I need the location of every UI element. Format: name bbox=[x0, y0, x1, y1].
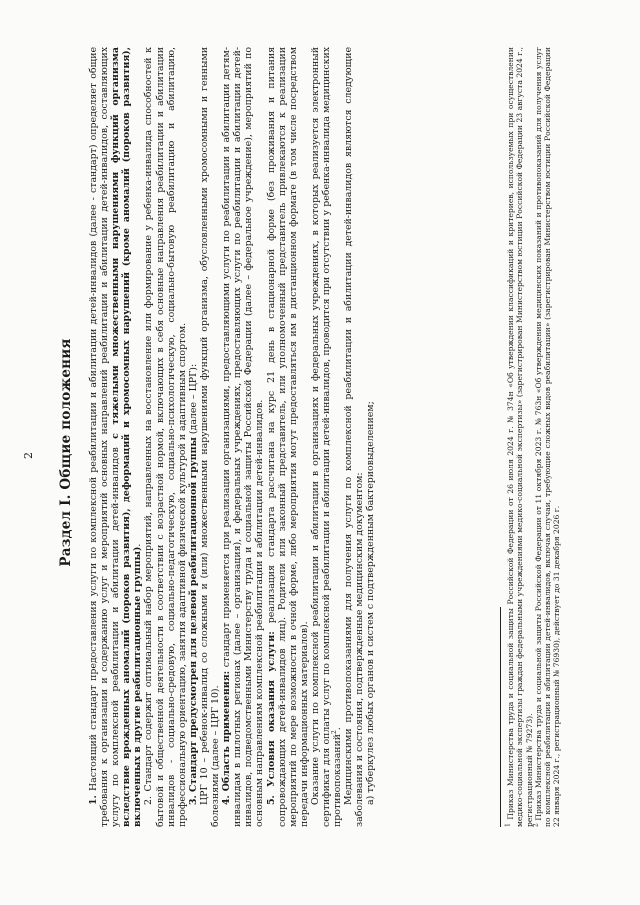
footnote-1 bbox=[506, 47, 534, 827]
paragraph-7: Медицинскими противопоказаниями для получения услуги по комплексной реабилитации и абилитации детей-инвалидов являются следующие заболевания и состояния, подтвержденные медицинским документом: bbox=[343, 47, 366, 827]
paragraph-5 bbox=[266, 47, 310, 827]
paragraph-3-bold: 3. Стандарт предусмотрен для целевой реабилитационной группы bbox=[187, 437, 199, 805]
paragraph-1-end: . bbox=[132, 543, 144, 547]
paragraph-1-number: 1. bbox=[88, 795, 99, 805]
paragraph-6-text: Оказание услуги по комплексной реабилитации и абилитации в организациях и федеральных учреждениях, в которых реализуется электронный сертификат для оплаты услуг по комплексной реабилитации и абилитации детей-инвалидов, проводится при отсутствии у ребенка-инвалида медицинских противопоказаний bbox=[309, 47, 344, 827]
paragraph-6-end: . bbox=[332, 727, 344, 731]
page-number: 2 bbox=[22, 452, 35, 459]
paragraph-1-text: Настоящий стандарт предоставления услуги по комплексной реабилитации и абилитации детей-инвалидов (далее - стандарт) определяет общие требования к организации и содержанию услуг и мероприятий основных направлений реабилитации и абилитации детей-инвалидов, составляющих услугу по комплексной реабилитации и абилитации детей-инвалидов bbox=[88, 47, 122, 827]
paragraph-1 bbox=[88, 47, 143, 827]
section-title: Раздел I. Общие положения bbox=[58, 338, 74, 567]
footnote-2-text: Приказ Министерства труда и социальной защиты Российской Федерации от 11 октября 2023 г. № 763н «Об утверждении медицинских показаний и противопоказаний для получения услуг по комплексной реабилитации и абилитации детей-инвалидов, включая случаи, требующие сложных видов реабилитации» (зарегистрирован Министерством юстиции Российской Федерации 22 января 2024 г., регистрационный № 76930), действует до 31 декабря 2026 г. bbox=[533, 47, 562, 827]
paragraph-8: а) туберкулез любых органов и систем с подтвержденным бактериовыделением; bbox=[365, 401, 377, 805]
paragraph-5-text: реализация стандарта рассчитана на курс 21 день в стационарной форме (без проживания и питания сопровождающих детей-инвалидов лиц). Родители или законный представитель, или уполномоченный представитель привлекаются к реализации мероприятий по мере возможности в очной форме, либо мероприятия могут предоставляться им в дистанционном формате (в том числе посредством передачи информационных материалов). bbox=[265, 46, 310, 827]
footnote-2 bbox=[534, 47, 562, 827]
paragraph-crg10: ЦРГ 10 – ребенок-инвалид со сложными и (или) множественными нарушениями функций организма, обусловленными хромосомными и генными болезнями (далее – ЦРГ 10). bbox=[198, 47, 222, 827]
paragraph-5-bold: 5. Условия оказания услуги: bbox=[265, 631, 277, 805]
footnote-1-text: Приказ Министерства труда и социальной защиты Российской Федерации от 26 июля 2024 г. № 374н «Об утверждении классификаций и критериев, используемых при осуществлении медико-социальной экспертизы граждан федеральными учреждениями медико-социальной экспертизы» (зарегистрирован Министерством юстиции Российской Федерации 23 августа 2024 г., регистрационный № 79273). bbox=[506, 47, 534, 827]
paragraph-4-text: стандарт применяется при реализации организациями, предоставляющими услуги по реабилитации и абилитации детям-инвалидам в пилотных регионах (далее – организация), и федеральных учреждениях, предоставляющих услуги по реабилитации и абилитации детей-инвалидов, подведомственными Министерству труда и социальной защиты Российской Федерации (далее – федеральное учреждение), мероприятий по основным направлениям комплексной реабилитации и абилитации детей-инвалидов. bbox=[221, 47, 266, 827]
paragraph-2: 2. Стандарт содержит оптимальный набор мероприятий, направленных на восстановление или формирование у ребенка-инвалида способностей к бытовой и общественной деятельности в соответствии с возрастной нормой, включающих в себя основные направления реабилитации и абилитации инвалидов - социально-средовую, социально-педагогическую, социально-психологическую, социально-бытовую реабилитацию и абилитацию, профессиональную ориентацию, занятия адаптивной физической культурой и адаптивным спортом. bbox=[143, 47, 188, 827]
paragraph-6 bbox=[310, 47, 343, 827]
document-body bbox=[88, 47, 376, 827]
footnote-ref-2: 2 bbox=[330, 730, 338, 734]
paragraph-1-bold-group: с тяжелыми множественными нарушениями функций организма вследствие врожденных аномалий (пороков развития), деформаций и хромосомных нарушений (кроме аномалий (пороков развития), включенных в другие реабилитационные группы) bbox=[110, 47, 144, 827]
footnote-divider bbox=[500, 607, 501, 827]
paragraph-3 bbox=[188, 47, 199, 827]
paragraph-4 bbox=[221, 47, 265, 827]
paragraph-4-bold: 4. Область применения: bbox=[221, 670, 233, 805]
footnotes bbox=[506, 47, 562, 827]
footnote-1-marker: 1 bbox=[504, 823, 512, 827]
paragraph-3-text: (далее – ЦРГ): bbox=[187, 363, 199, 438]
footnote-2-marker: 2 bbox=[532, 823, 540, 827]
